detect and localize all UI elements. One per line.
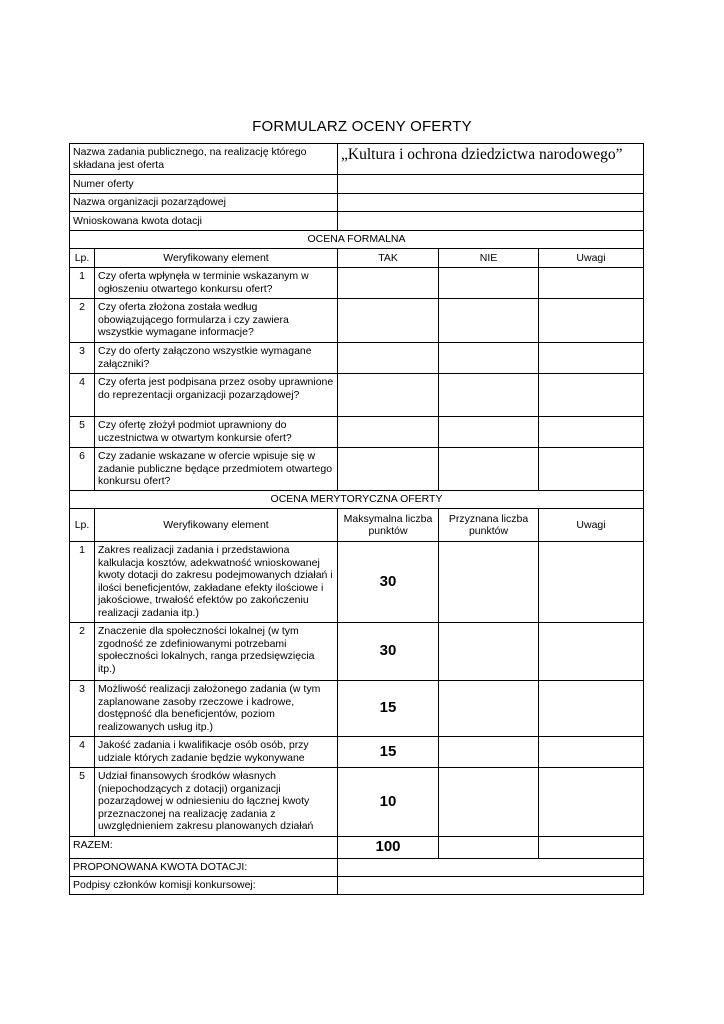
- formal-element: Czy oferta wpłynęła w terminie wskazanym w ogłoszeniu otwartego konkursu ofert?: [95, 268, 338, 299]
- merit-notes-cell[interactable]: [539, 681, 644, 737]
- formal-notes-cell[interactable]: [539, 268, 644, 299]
- merit-col-lp: Lp.: [70, 509, 95, 542]
- merit-element: Możliwość realizacji założonego zadania (w tym zaplanowane zasoby rzeczowe i kadrowe, dostępność dla beneficjentów, poziom realizowanych usług itp.): [95, 681, 338, 737]
- formal-col-yes: TAK: [338, 249, 439, 268]
- proposed-amount-label: PROPONOWANA KWOTA DOTACJI:: [70, 859, 338, 877]
- total-notes-cell[interactable]: [539, 837, 644, 859]
- task-name-value: „Kultura i ochrona dziedzictwa narodowego”: [338, 144, 644, 175]
- merit-lp: 4: [70, 737, 95, 768]
- total-awarded-cell[interactable]: [439, 837, 539, 859]
- formal-col-element: Weryfikowany element: [95, 249, 338, 268]
- signatures-label: Podpisy członków komisji konkursowej:: [70, 877, 338, 895]
- table-row: [70, 343, 644, 374]
- merit-max-points: 10: [338, 768, 439, 837]
- total-max-points: 100: [338, 837, 439, 859]
- page-title: FORMULARZ OCENY OFERTY: [252, 118, 472, 135]
- formal-lp: 5: [70, 417, 95, 448]
- table-row: [70, 374, 644, 417]
- formal-col-notes: Uwagi: [539, 249, 644, 268]
- formal-yes-cell[interactable]: [338, 268, 439, 299]
- formal-no-cell[interactable]: [439, 448, 539, 491]
- formal-no-cell[interactable]: [439, 268, 539, 299]
- proposed-amount-field[interactable]: [338, 859, 644, 877]
- merit-element: Zakres realizacji zadania i przedstawiona kalkulacja kosztów, adekwatność wnioskowanej kwoty dotacji do zakresu podejmowanych działań i ilości beneficjentów, zakładane efekty ilościowe i jakościowe, trwałość efektów po zakończeniu realizacji zadania itp.): [95, 542, 338, 623]
- offer-number-label: Numer oferty: [70, 175, 338, 194]
- merit-element: Jakość zadania i kwalifikacje osób osób, przy udziale których zadanie będzie wykonywane: [95, 737, 338, 768]
- merit-notes-cell[interactable]: [539, 623, 644, 681]
- merit-awarded-cell[interactable]: [439, 542, 539, 623]
- merit-notes-cell[interactable]: [539, 542, 644, 623]
- merit-col-notes: Uwagi: [539, 509, 644, 542]
- formal-notes-cell[interactable]: [539, 417, 644, 448]
- formal-yes-cell[interactable]: [338, 374, 439, 417]
- merit-awarded-cell[interactable]: [439, 768, 539, 837]
- formal-lp: 6: [70, 448, 95, 491]
- formal-col-no: NIE: [439, 249, 539, 268]
- merit-max-points: 15: [338, 737, 439, 768]
- table-row: [70, 448, 644, 491]
- table-row: [70, 737, 644, 768]
- table-row: [70, 299, 644, 343]
- merit-max-points: 30: [338, 623, 439, 681]
- merit-max-points: 15: [338, 681, 439, 737]
- formal-element: Czy ofertę złożył podmiot uprawniony do uczestnictwa w otwartym konkursie ofert?: [95, 417, 338, 448]
- formal-notes-cell[interactable]: [539, 448, 644, 491]
- formal-lp: 4: [70, 374, 95, 417]
- formal-lp: 2: [70, 299, 95, 343]
- merit-element: Znaczenie dla społeczności lokalnej (w tym zgodność ze zdefiniowanymi potrzebami społeczności lokalnych, ranga przedsięwzięcia itp.): [95, 623, 338, 681]
- offer-number-field[interactable]: [338, 175, 644, 194]
- formal-notes-cell[interactable]: [539, 343, 644, 374]
- table-row: [70, 681, 644, 737]
- formal-yes-cell[interactable]: [338, 343, 439, 374]
- formal-element: Czy oferta złożona została według obowiązującego formularza i czy zawiera wszystkie wymagane informacje?: [95, 299, 338, 343]
- merit-lp: 1: [70, 542, 95, 623]
- formal-yes-cell[interactable]: [338, 448, 439, 491]
- formal-lp: 1: [70, 268, 95, 299]
- formal-element: Czy oferta jest podpisana przez osoby uprawnione do reprezentacji organizacji pozarządowej?: [95, 374, 338, 417]
- merit-col-max-points: Maksymalna liczba punktów: [338, 509, 439, 542]
- merit-col-awarded-points: Przyznana liczba punktów: [439, 509, 539, 542]
- formal-no-cell[interactable]: [439, 343, 539, 374]
- formal-col-lp: Lp.: [70, 249, 95, 268]
- merit-lp: 3: [70, 681, 95, 737]
- table-row: [70, 542, 644, 623]
- formal-element: Czy do oferty załączono wszystkie wymagane załączniki?: [95, 343, 338, 374]
- total-label: RAZEM:: [70, 837, 338, 859]
- table-row: [70, 623, 644, 681]
- formal-element: Czy zadanie wskazane w ofercie wpisuje się w zadanie publiczne będące przedmiotem otwartego konkursu ofert?: [95, 448, 338, 491]
- merit-awarded-cell[interactable]: [439, 623, 539, 681]
- merit-awarded-cell[interactable]: [439, 681, 539, 737]
- requested-amount-field[interactable]: [338, 212, 644, 231]
- organization-name-label: Nazwa organizacji pozarządowej: [70, 194, 338, 212]
- evaluation-form-table: [69, 143, 644, 895]
- merit-section-title: OCENA MERYTORYCZNA OFERTY: [70, 491, 644, 509]
- organization-name-field[interactable]: [338, 194, 644, 212]
- merit-lp: 2: [70, 623, 95, 681]
- merit-awarded-cell[interactable]: [439, 737, 539, 768]
- formal-no-cell[interactable]: [439, 374, 539, 417]
- formal-no-cell[interactable]: [439, 417, 539, 448]
- formal-notes-cell[interactable]: [539, 374, 644, 417]
- table-row: [70, 417, 644, 448]
- merit-notes-cell[interactable]: [539, 768, 644, 837]
- task-name-label: Nazwa zadania publicznego, na realizację którego składana jest oferta: [70, 144, 338, 175]
- formal-yes-cell[interactable]: [338, 417, 439, 448]
- merit-notes-cell[interactable]: [539, 737, 644, 768]
- merit-element: Udział finansowych środków własnych (niepochodzących z dotacji) organizacji pozarządowej w odniesieniu do łącznej kwoty przeznaczonej na realizację zadania z uwzględnieniem zakresu planowanych działań: [95, 768, 338, 837]
- merit-lp: 5: [70, 768, 95, 837]
- merit-col-element: Weryfikowany element: [95, 509, 338, 542]
- table-row: [70, 268, 644, 299]
- formal-notes-cell[interactable]: [539, 299, 644, 343]
- formal-yes-cell[interactable]: [338, 299, 439, 343]
- merit-max-points: 30: [338, 542, 439, 623]
- formal-lp: 3: [70, 343, 95, 374]
- signatures-field[interactable]: [338, 877, 644, 895]
- formal-no-cell[interactable]: [439, 299, 539, 343]
- requested-amount-label: Wnioskowana kwota dotacji: [70, 212, 338, 231]
- table-row: [70, 768, 644, 837]
- formal-section-title: OCENA FORMALNA: [70, 231, 644, 249]
